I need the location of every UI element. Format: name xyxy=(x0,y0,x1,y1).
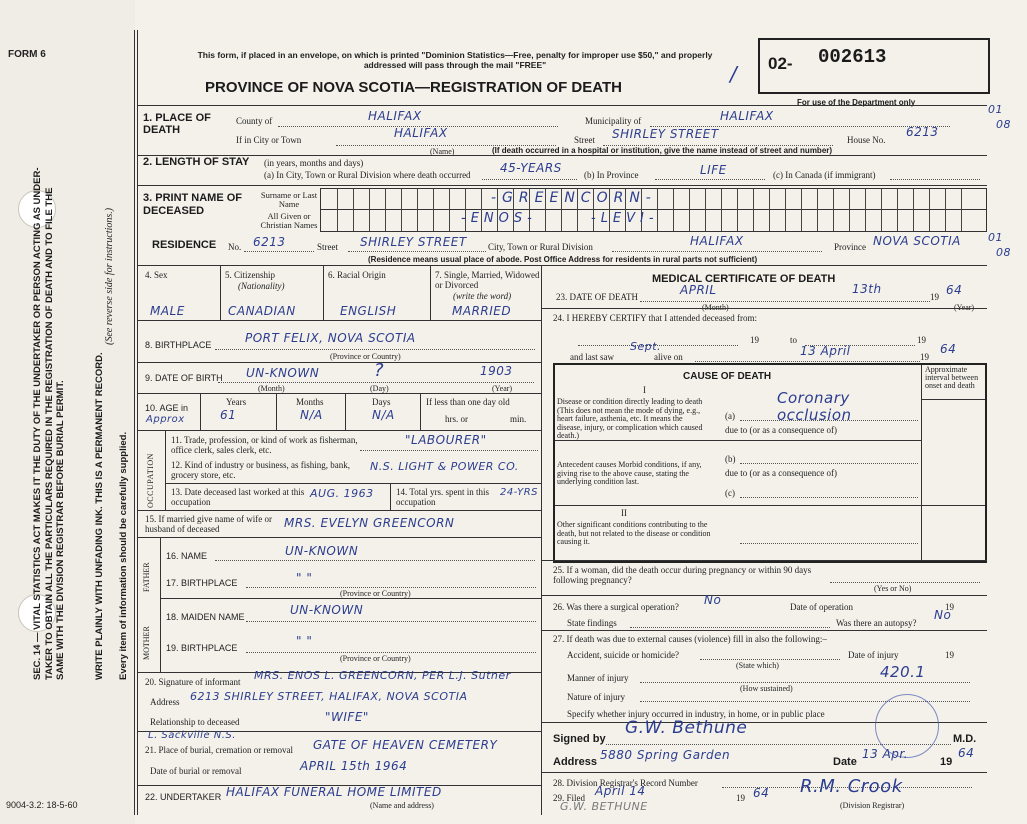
res-no-label: No. xyxy=(228,242,242,252)
manner-label: Manner of injury xyxy=(567,673,629,683)
spouse-label: 15. If married give name of wife or husband of deceased xyxy=(145,514,272,534)
sig-year-value: 64 xyxy=(958,746,975,760)
age-days-value: N/A xyxy=(372,408,395,422)
bottom-stamp-name: G.W. BETHUNE xyxy=(560,800,648,813)
print-name-label: 3. PRINT NAME OF DECEASED xyxy=(143,192,243,217)
registration-box xyxy=(758,38,990,94)
res-city-line xyxy=(612,251,822,252)
other-sig-label: Other significant conditions contributing to the death, but not related to the disease or condition causing it. xyxy=(557,520,711,546)
q25-label: 25. If a woman, did the death occur during pregnancy or within 90 days following pregnancy? xyxy=(553,565,812,585)
length-of-stay-label: 2. LENGTH OF STAY xyxy=(143,156,250,168)
rule-m6 xyxy=(541,772,987,773)
cause-b-line xyxy=(740,463,918,464)
cause-of-death-box xyxy=(553,363,987,563)
surname-value: -GREENCORN- xyxy=(491,190,657,206)
date-death-label: 23. DATE OF DEATH xyxy=(556,292,638,302)
form-left-border xyxy=(134,30,135,815)
rule-m4 xyxy=(541,630,987,631)
trade-value: "LABOURER" xyxy=(405,433,487,447)
informant-address-value: 6213 SHIRLEY STREET, HALIFAX, NOVA SCOTIA xyxy=(190,690,468,703)
residence-label: RESIDENCE xyxy=(152,239,217,251)
dept-use: For use of the Department only xyxy=(797,98,916,107)
hospital-note: (If death occurred in a hospital or institution, give the name instead of street and number) xyxy=(492,146,833,155)
marital-value: MARRIED xyxy=(452,304,512,318)
occupation-inner-divider xyxy=(390,483,391,510)
residence-note: (Residence means usual place of abode. Post Office Address for residents in rural parts not sufficient) xyxy=(368,255,758,264)
father-birth-value: " " xyxy=(296,571,313,585)
left-stub xyxy=(0,0,135,824)
res-no-line xyxy=(244,251,314,252)
last-saw-value: Sept. xyxy=(630,340,662,353)
code-2: 08 xyxy=(996,118,1011,131)
interval-label: Approximate interval between onset and death xyxy=(925,365,979,390)
relationship-label: Relationship to deceased xyxy=(150,717,240,727)
code-4: 08 xyxy=(996,246,1011,259)
burial-place-value: GATE OF HEAVEN CEMETERY xyxy=(313,738,498,752)
length-c-label: (c) In Canada (if immigrant) xyxy=(773,170,876,180)
surgical-value: No xyxy=(704,593,722,607)
antecedent-label: Antecedent causes Morbid conditions, if any, giving rise to the above cause, stating the underlying condition last. xyxy=(557,460,702,486)
form-left-border-inner xyxy=(137,30,138,815)
age-years-label: Years xyxy=(226,397,247,407)
trade-line xyxy=(360,450,538,451)
county-label: County of xyxy=(236,116,273,126)
q27-label: 27. If death was due to external causes (violence) fill in also the following:– xyxy=(553,634,827,644)
date-injury-label: Date of injury xyxy=(848,650,899,660)
father-birth-label: 17. BIRTHPLACE xyxy=(166,578,238,588)
signed-by-line xyxy=(606,744,951,745)
dob-month-sub: (Month) xyxy=(258,384,285,393)
res-province-value: NOVA SCOTIA xyxy=(873,234,961,248)
rule-m2 xyxy=(541,560,987,561)
sex-value: MALE xyxy=(150,304,185,318)
supplied-note: Every item of information should be carefully supplied. xyxy=(118,431,129,680)
code-1: 01 xyxy=(988,103,1003,116)
accident-label: Accident, suicide or homicide? xyxy=(567,650,679,660)
rule-11 xyxy=(137,537,541,538)
interval-rule xyxy=(921,399,985,400)
q29-label: 29. Filed xyxy=(553,793,586,803)
dob-day-sub: (Day) xyxy=(370,384,389,393)
birthplace-label: 8. BIRTHPLACE xyxy=(145,340,212,350)
date-death-line xyxy=(640,301,930,302)
form-number: FORM 6 xyxy=(8,49,46,60)
county-value: HALIFAX xyxy=(368,109,422,123)
signed-by-value: G.W. Bethune xyxy=(625,718,748,738)
reg-prefix: 02- xyxy=(768,54,793,73)
age-months-value: N/A xyxy=(300,408,323,422)
age-div-3 xyxy=(345,393,346,430)
specify-label: Specify whether injury occurred in industry, in home, or in public place xyxy=(567,709,825,719)
registrar-sub: (Division Registrar) xyxy=(840,801,905,810)
code-3: 01 xyxy=(988,231,1003,244)
rule-m1 xyxy=(541,308,987,309)
cause-b-label: (b) xyxy=(725,454,736,464)
death-month-sub: (Month) xyxy=(702,303,729,312)
length-c-line xyxy=(890,179,980,180)
rule-10 xyxy=(137,510,541,511)
cause-other-line xyxy=(740,543,918,544)
rule-8 xyxy=(137,430,541,431)
citizenship-value: CANADIAN xyxy=(228,304,296,318)
md-label: M.D. xyxy=(953,733,977,745)
father-birth-sub: (Province or Country) xyxy=(340,589,411,598)
relationship-value: "WIFE" xyxy=(325,710,369,724)
father-birth-line xyxy=(246,587,536,588)
roman-1: I xyxy=(643,385,646,395)
rule-4 xyxy=(137,265,987,266)
res-street-line xyxy=(348,251,486,252)
write-word-label: (write the word) xyxy=(453,291,512,301)
rural-division-label: City, Town or Rural Division xyxy=(488,242,593,252)
findings-line xyxy=(630,627,830,628)
dob-month-value: UN-KNOWN xyxy=(246,366,320,380)
length-b-label: (b) In Province xyxy=(584,170,639,180)
informant-label: 20. Signature of informant xyxy=(145,677,241,687)
mother-birth-sub: (Province or Country) xyxy=(340,654,411,663)
res-street-label: Street xyxy=(317,242,338,252)
dob-day-value: ? xyxy=(374,360,385,381)
manner-line xyxy=(640,682,970,683)
given-1-value: -ENOS- xyxy=(461,211,537,226)
q25-line xyxy=(830,582,980,583)
state-findings-label: State findings xyxy=(567,618,617,628)
min-label: min. xyxy=(510,414,527,424)
occupation-side-label: OCCUPATION xyxy=(146,453,155,508)
print-code: 9004-3.2: 18-5-60 xyxy=(6,800,78,810)
registrar-signature: R.M. Crook xyxy=(800,776,903,797)
rule-m3 xyxy=(541,595,987,596)
certify-19-b: 19 xyxy=(917,335,926,345)
dob-line xyxy=(218,382,534,383)
less-than-label: If less than one day old xyxy=(426,397,510,407)
undertaker-label: 22. UNDERTAKER xyxy=(145,792,222,802)
rule-1 xyxy=(137,105,987,106)
operation-19: 19 xyxy=(945,602,954,612)
citizenship-label: 5. Citizenship xyxy=(225,270,275,280)
place-of-death-label: 1. PLACE OF DEATH xyxy=(143,112,211,136)
informant-value: MRS. ENOS L. GREENCORN, PER L.J. Sutner xyxy=(254,669,511,682)
autopsy-value: No xyxy=(934,608,952,622)
mother-birth-label: 19. BIRTHPLACE xyxy=(166,643,238,653)
spouse-value: MRS. EVELYN GREENCORN xyxy=(284,516,455,530)
burial-label: 21. Place of burial, cremation or removal xyxy=(145,745,293,755)
alive-on-label: alive on xyxy=(654,352,683,362)
sig-address-label: Address xyxy=(553,756,598,768)
filed-year-value: 64 xyxy=(753,786,770,800)
res-city-value: HALIFAX xyxy=(690,234,744,248)
father-name-line xyxy=(215,560,535,561)
sig-date-value: 13 Apr. xyxy=(862,747,909,761)
name-sub-label: (Name) xyxy=(430,147,455,156)
dob-year-value: 1903 xyxy=(480,364,513,378)
birthplace-line xyxy=(215,349,535,350)
burial-date-label: Date of burial or removal xyxy=(150,766,242,776)
rule-12 xyxy=(160,598,541,599)
given-label: All Given or Christian Names xyxy=(260,211,318,230)
dob-year-sub: (Year) xyxy=(492,384,513,393)
informant-address-label: Address xyxy=(150,697,180,707)
age-months-label: Months xyxy=(296,397,324,407)
col-4-5-divider xyxy=(220,265,221,320)
accident-line xyxy=(700,659,840,660)
rule-6 xyxy=(137,362,541,363)
father-side-label: FATHER xyxy=(142,562,151,592)
house-no-value: 6213 xyxy=(906,125,939,139)
manner-sub: (How sustained) xyxy=(740,684,793,693)
house-no-label: House No. xyxy=(847,135,886,145)
last-worked-value: AUG. 1963 xyxy=(310,487,374,500)
cause-a-label: (a) xyxy=(725,411,735,421)
certify-to-label: to xyxy=(790,335,798,345)
length-a-label: (a) In City, Town or Rural Division where death occurred xyxy=(264,170,471,180)
parents-divider xyxy=(160,537,161,672)
marital-label: 7. Single, Married, Widowed or Divorced xyxy=(435,270,540,290)
death-month-value: APRIL xyxy=(680,283,717,297)
age-years-value: 61 xyxy=(220,408,237,422)
mother-maiden-line xyxy=(246,621,536,622)
alive-on-line xyxy=(695,361,920,362)
accident-sub: (State which) xyxy=(736,661,779,670)
name-grid xyxy=(320,188,987,232)
age-prefix-value: Approx xyxy=(146,414,185,425)
cause-c-label: (c) xyxy=(725,488,735,498)
reverse-note: (See reverse side for instructions.) xyxy=(104,207,115,345)
rule-3 xyxy=(137,185,987,186)
nationality-label: (Nationality) xyxy=(238,281,285,291)
col-6-7-divider xyxy=(430,265,431,320)
sig-date-label: Date xyxy=(833,756,857,768)
q26-label: 26. Was there a surgical operation? xyxy=(553,602,679,612)
death-year-value: 64 xyxy=(946,283,963,297)
filed-month-value: April 14 xyxy=(595,784,646,798)
death-19-label: 19 xyxy=(930,292,939,302)
interval-divider xyxy=(921,365,922,561)
cause-rule-1 xyxy=(555,440,921,441)
certify-label: 24. I HEREBY CERTIFY that I attended deceased from: xyxy=(553,313,757,323)
rule-7 xyxy=(137,393,541,394)
col-5-6-divider xyxy=(323,265,324,320)
length-b-line xyxy=(655,179,765,180)
pen-mark: / xyxy=(730,62,738,86)
sig-19-label: 19 xyxy=(940,756,953,768)
disease-label: Disease or condition directly leading to death (This does not mean the mode of dying, e.g., heart failure, asthenia, etc. It means the disease, injury, or complication which caused death.) xyxy=(557,397,703,440)
given-2-value: -LEVI- xyxy=(591,211,659,226)
age-div-1 xyxy=(200,393,201,430)
hrs-label: hrs. or xyxy=(445,414,468,424)
province-label: Province xyxy=(834,242,866,252)
roman-2: II xyxy=(621,508,627,518)
last-saw-label: and last saw xyxy=(570,352,614,362)
date-operation-label: Date of operation xyxy=(790,602,853,612)
alive-19-label: 19 xyxy=(920,352,929,362)
city-label: If in City or Town xyxy=(236,135,302,145)
certify-19-a: 19 xyxy=(750,335,759,345)
statute-text: SEC. 14 — VITAL STATISTICS ACT MAKES IT THE DUTY OF THE UNDERTAKER OR PERSON ACTING AS UNDER-TAKER TO OBTAIN ALL THE PARTICULARS REQUIRED IN THE REGISTRATION OF DEATH AND TO FILE THE SAME WITH THE DIVISION REGISTRAR BEFORE BURIAL PERMIT. xyxy=(32,167,66,680)
undertaker-value: HALIFAX FUNERAL HOME LIMITED xyxy=(226,785,442,799)
surname-label: Surname or Last Name xyxy=(260,190,318,209)
rule-5 xyxy=(137,320,541,321)
due-to-a: due to (or as a consequence of) xyxy=(725,425,837,435)
industry-label: 12. Kind of industry or business, as fishing, bank, grocery store, etc. xyxy=(171,460,350,480)
filed-19: 19 xyxy=(736,793,745,803)
nature-label: Nature of injury xyxy=(567,692,625,702)
sex-label: 4. Sex xyxy=(145,270,168,280)
mother-maiden-label: 18. MAIDEN NAME xyxy=(166,612,245,622)
death-day-value: 13th xyxy=(852,282,882,296)
rule-9 xyxy=(165,483,541,484)
q28-label: 28. Division Registrar's Record Number xyxy=(553,778,698,788)
mother-maiden-value: UN-KNOWN xyxy=(290,603,364,617)
cause-rule-2 xyxy=(555,505,985,506)
res-street-value: SHIRLEY STREET xyxy=(360,235,467,249)
rule-2 xyxy=(137,155,987,156)
autopsy-label: Was there an autopsy? xyxy=(836,618,917,628)
racial-value: ENGLISH xyxy=(340,304,397,318)
father-name-label: 16. NAME xyxy=(166,551,208,561)
alive-year-value: 64 xyxy=(940,342,957,356)
injury-code-value: 420.1 xyxy=(880,663,926,681)
form-title: PROVINCE OF NOVA SCOTIA—REGISTRATION OF DEATH xyxy=(205,79,622,96)
street-label: Street xyxy=(574,135,595,145)
res-no-value: 6213 xyxy=(253,235,286,249)
age-days-label: Days xyxy=(372,397,391,407)
due-to-b: due to (or as a consequence of) xyxy=(725,468,837,478)
occupation-divider xyxy=(165,430,166,510)
alive-on-value: 13 April xyxy=(800,344,851,358)
length-sub-label: (in years, months and days) xyxy=(264,158,364,168)
municipality-label: Municipality of xyxy=(585,116,642,126)
burial-date-value: APRIL 15th 1964 xyxy=(300,759,408,773)
undertaker-sub: (Name and address) xyxy=(370,801,434,810)
total-years-label: 14. Total yrs. spent in this occupation xyxy=(396,487,489,507)
age-label: 10. AGE in xyxy=(145,403,189,413)
age-div-2 xyxy=(276,393,277,430)
last-worked-label: 13. Date deceased last worked at this occupation xyxy=(171,487,305,507)
cause-c-line xyxy=(740,497,918,498)
signed-by-label: Signed by xyxy=(553,733,606,745)
cause-a-value: Coronary occlusion xyxy=(777,389,852,424)
mother-birth-value: " " xyxy=(296,634,313,648)
length-a-line xyxy=(482,179,577,180)
burial-note-value: L. Sackville N.S. xyxy=(148,730,236,741)
statute-text-2: WRITE PLAINLY WITH UNFADING INK. THIS IS A PERMANENT RECORD. xyxy=(94,352,105,680)
med-cert-title: MEDICAL CERTIFICATE OF DEATH xyxy=(652,273,836,285)
industry-value: N.S. LIGHT & POWER CO. xyxy=(370,460,519,473)
stay-city-value: 45-YEARS xyxy=(500,161,562,175)
city-value: HALIFAX xyxy=(394,126,448,140)
father-name-value: UN-KNOWN xyxy=(285,544,359,558)
mother-birth-line xyxy=(246,652,536,653)
sig-address-value: 5880 Spring Garden xyxy=(600,748,731,762)
total-years-value: 24-YRS xyxy=(500,487,539,498)
birthplace-sub: (Province or Country) xyxy=(330,352,401,361)
column-divider xyxy=(541,265,542,815)
dob-label: 9. DATE OF BIRTH xyxy=(145,373,223,383)
trade-label: 11. Trade, profession, or kind of work as fisherman, office clerk, sales clerk, etc. xyxy=(171,435,358,455)
birthplace-value: PORT FELIX, NOVA SCOTIA xyxy=(245,331,416,345)
municipality-value: HALIFAX xyxy=(720,109,774,123)
death-year-sub: (Year) xyxy=(954,303,975,312)
racial-label: 6. Racial Origin xyxy=(328,270,386,280)
q25-sub: (Yes or No) xyxy=(874,584,912,593)
reg-number: 002613 xyxy=(818,46,887,68)
age-div-4 xyxy=(420,393,421,430)
injury-19: 19 xyxy=(945,650,954,660)
stay-province-value: LIFE xyxy=(700,163,727,177)
mail-notice: This form, if placed in an envelope, on which is printed "Dominion Statistics—Free, penalty for improper use $50," and properly addressed will pass through the mail "FREE" xyxy=(197,50,713,70)
street-value: SHIRLEY STREET xyxy=(612,127,719,141)
mother-side-label: MOTHER xyxy=(142,626,151,660)
cause-title: CAUSE OF DEATH xyxy=(683,371,772,382)
